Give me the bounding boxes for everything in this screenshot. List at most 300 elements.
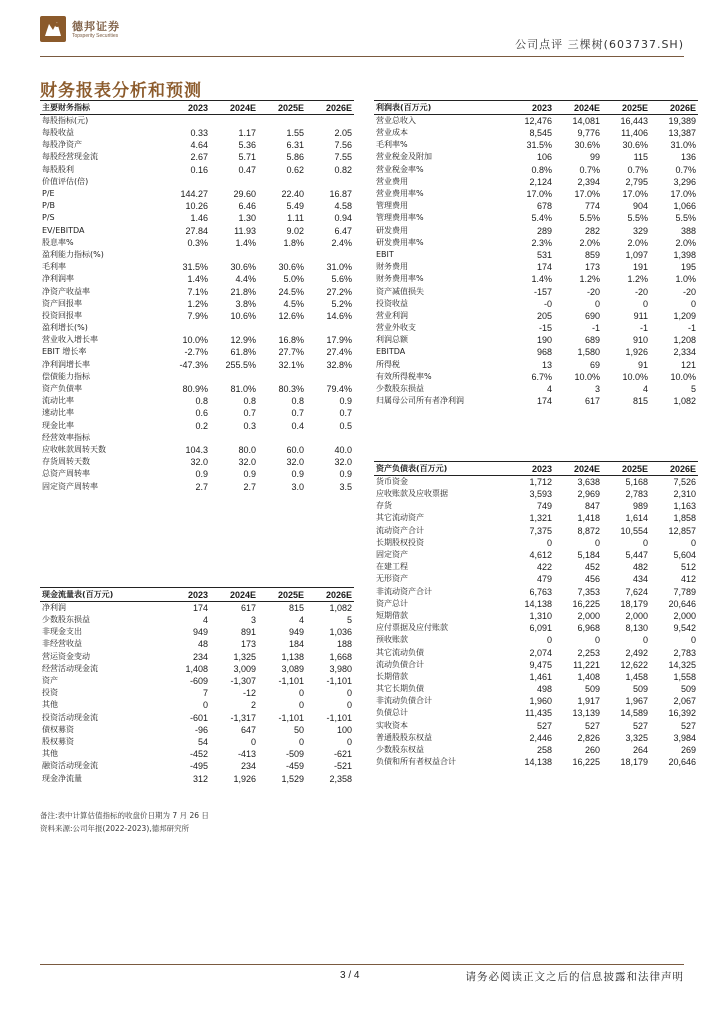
value-cell: 0 [346,688,352,699]
value-cell: 4 [298,615,304,626]
value-cell: 2,795 [625,176,648,187]
value-cell [210,115,258,128]
value-cell: 18,179 [620,757,648,768]
table-row [40,285,354,297]
table-row [40,712,354,724]
value-cell: 6,763 [529,586,552,597]
value-cell: 1,398 [673,249,696,260]
value-cell: 10.0% [670,371,696,382]
value-cell: -1 [687,323,696,334]
value-cell: 2,000 [577,610,600,621]
value-cell: 4.58 [334,201,352,212]
value-cell: 17.0% [622,189,648,200]
value-cell: 2,000 [625,610,648,621]
value-cell: 617 [584,396,600,407]
table-row [40,249,354,261]
value-cell: 1.11 [287,213,304,224]
value-cell [210,176,258,188]
row-label-cell: 营业税金及附加 [376,152,432,162]
value-cell [258,322,306,334]
value-cell [210,249,258,261]
value-cell: 0 [690,537,696,548]
row-label-cell: 少数股东损益 [376,384,424,394]
value-cell: 5.5% [579,213,600,224]
value-cell: 0.7% [579,164,600,175]
value-cell: 188 [336,639,352,650]
table-row [374,646,698,658]
year-header-cell: 2026E [650,101,698,115]
value-cell: 3.8% [235,298,256,309]
value-cell: 5,184 [577,550,600,561]
footer-divider [40,964,684,965]
row-label-cell: 固定资产周转率 [42,481,98,491]
value-cell [258,432,306,444]
value-cell: 5.86 [286,152,304,163]
value-cell: 1.0% [675,274,696,285]
value-cell: 1,310 [529,610,552,621]
table-row [40,127,354,139]
value-cell: 2,067 [673,696,696,707]
value-cell: 0.94 [334,213,352,224]
value-cell: 2,124 [529,176,552,187]
value-cell: 1,960 [529,696,552,707]
row-label-cell: 净利润 [42,603,66,612]
row-label-cell: 预收账款 [376,635,408,645]
value-cell: -0 [543,298,552,309]
value-cell: 1,967 [625,696,648,707]
value-cell: 50 [293,724,304,735]
value-cell: 106 [536,152,552,163]
value-cell: 16,225 [572,757,600,768]
value-cell: 815 [632,396,648,407]
value-cell: 54 [197,736,208,747]
table-row [40,444,354,456]
row-label-cell: 实收资本 [376,720,408,730]
value-cell: 5.36 [238,140,256,151]
value-cell: 0 [642,635,648,646]
row-label-cell: P/S [42,213,55,223]
table-row [40,237,354,249]
row-label-cell: 总资产周转率 [42,469,90,479]
value-cell: 7,375 [529,525,552,536]
value-cell: 0.9 [195,469,208,480]
value-cell: -1,101 [278,712,304,723]
value-cell: 99 [589,152,600,163]
value-cell: 6.31 [286,140,304,151]
row-label-cell: 投资 [42,688,58,698]
value-cell: 312 [192,773,208,784]
row-label-cell: 融资活动现金流 [42,761,98,771]
table-row [374,359,698,371]
table-row [40,225,354,237]
value-cell: 0.9 [339,469,352,480]
table-row [374,164,698,176]
row-label-cell: 非流动负债合计 [376,696,432,706]
value-cell: 452 [584,562,600,573]
value-cell: -459 [285,761,304,772]
table-row [374,683,698,695]
table-row [40,407,354,419]
value-cell: 1,614 [625,513,648,524]
row-label-cell: 投资回报率 [42,310,82,320]
value-cell: 20,646 [668,598,696,609]
value-cell: 5.5% [627,213,648,224]
row-label-cell: 研发费用率% [376,237,424,247]
value-cell: 1,082 [673,396,696,407]
value-cell: 2,783 [625,489,648,500]
value-cell: 91 [637,359,648,370]
value-cell: 255.5% [225,359,256,370]
value-cell: 527 [584,720,600,731]
value-cell: 7,353 [577,586,600,597]
value-cell: 14,325 [668,659,696,670]
value-cell [162,432,210,444]
report-title: 公司点评 三棵树(603737.SH) [515,38,684,51]
row-label-cell: 每股指标(元) [42,116,89,125]
value-cell: 2.0% [675,237,696,248]
value-cell: -609 [189,676,208,687]
table-row [374,525,698,537]
row-label-cell: 非现金支出 [42,627,82,637]
value-cell [306,432,354,444]
value-cell: -452 [189,749,208,760]
value-cell: 5,447 [625,550,648,561]
value-cell: 0 [298,736,304,747]
table-title-cell: 主要财务指标 [40,101,162,115]
value-cell: 10.0% [182,335,208,346]
table-row [374,586,698,598]
row-label-cell: 少数股东权益 [376,745,424,755]
row-label-cell: 资产回报率 [42,298,82,308]
row-label-cell: 投资收益 [376,298,408,308]
table-row [374,695,698,707]
table-row [40,760,354,772]
value-cell: 289 [536,225,552,236]
table-row [374,634,698,646]
value-cell: -1,317 [230,712,256,723]
row-label-cell: 经营活动现金流 [42,663,98,673]
row-label-cell: 资产负债率 [42,384,82,394]
row-label-cell: 营业费用率% [376,189,424,199]
value-cell: 2,358 [329,773,352,784]
table-row [374,285,698,297]
value-cell: 412 [680,574,696,585]
value-cell: 27.84 [185,225,208,236]
value-cell: 1,209 [673,310,696,321]
value-cell: 1,418 [577,513,600,524]
value-cell: 81.0% [230,384,256,395]
row-label-cell: 其他 [42,749,58,759]
value-cell: 31.5% [526,140,552,151]
table-row [374,139,698,151]
year-header-cell: 2025E [602,462,650,476]
value-cell: 18,179 [620,598,648,609]
value-cell: 1,668 [329,651,352,662]
value-cell: 32.0 [286,457,304,468]
value-cell: 1.8% [283,237,304,248]
value-cell: 1.2% [627,274,648,285]
value-cell: 2.05 [334,128,352,139]
row-label-cell: 资产 [42,676,58,686]
table-row [40,383,354,395]
value-cell: 31.0% [670,140,696,151]
table-row [40,310,354,322]
value-cell: 5,604 [673,550,696,561]
value-cell: 19,389 [668,116,696,126]
table-row [374,212,698,224]
value-cell: 891 [240,627,256,638]
value-cell: 9,475 [529,659,552,670]
value-cell: 5 [690,384,696,395]
row-label-cell: 存货 [376,501,392,511]
value-cell: 11,221 [573,659,600,670]
value-cell: 2,826 [577,732,600,743]
value-cell: 2,253 [577,647,600,658]
row-label-cell: 债权募资 [42,724,74,734]
value-cell: 0.9 [339,396,352,407]
value-cell: 10.0% [574,371,600,382]
year-header-cell: 2023 [506,462,554,476]
value-cell [306,249,354,261]
value-cell: 689 [584,335,600,346]
value-cell: 2,969 [577,489,600,500]
value-cell: 1,917 [577,696,600,707]
value-cell: 100 [336,724,352,735]
value-cell: 12,857 [668,525,696,536]
table-row [374,549,698,561]
value-cell: 527 [536,720,552,731]
value-cell: 12.9% [230,335,256,346]
table-row [374,298,698,310]
table-row [374,225,698,237]
value-cell [306,115,354,128]
value-cell: 4 [642,384,648,395]
value-cell: 2.0% [579,237,600,248]
table-row [40,322,354,334]
table-row [374,176,698,188]
value-cell: 32.8% [326,359,352,370]
value-cell: 258 [536,745,552,756]
value-cell: 911 [633,310,648,321]
brand-subtitle: Topsperity Securities [72,33,119,39]
row-label-cell: 资产减值损失 [376,286,424,296]
value-cell: 7.1% [187,286,208,297]
value-cell: 30.6% [230,262,256,273]
value-cell: 173 [240,639,256,650]
value-cell: 31.5% [182,262,208,273]
value-cell: 4.5% [283,298,304,309]
value-cell: 3.0 [291,481,304,492]
table-row [374,744,698,756]
value-cell: 2,074 [529,647,552,658]
value-cell: 32.0 [238,457,256,468]
value-cell: 0.7 [339,408,352,419]
value-cell: 527 [632,720,648,731]
value-cell [306,322,354,334]
value-cell: 2.7 [195,481,208,492]
value-cell: 7.56 [334,140,352,151]
value-cell: 3,296 [673,176,696,187]
table-row [40,432,354,444]
value-cell: 1,066 [673,201,696,212]
value-cell: 1.30 [238,213,256,224]
value-cell: 17.0% [526,189,552,200]
value-cell: 7.55 [334,152,352,163]
value-cell: 69 [589,359,600,370]
value-cell: 1,036 [329,627,352,638]
value-cell [258,249,306,261]
value-cell: 40.0 [334,444,352,455]
table-row [374,659,698,671]
value-cell: 0 [546,635,552,646]
row-label-cell: 长期股权投资 [376,537,424,547]
value-cell: 0 [642,298,648,309]
value-cell: 3,009 [233,663,256,674]
value-cell: 7,526 [673,477,696,487]
row-label-cell: 其它流动负债 [376,647,424,657]
table-row [40,420,354,432]
row-label-cell: 存货周转天数 [42,457,90,467]
table-row [374,720,698,732]
value-cell: 1.55 [286,128,304,139]
value-cell: 531 [536,249,552,260]
table-row [40,164,354,176]
value-cell: 13,139 [572,708,600,719]
value-cell: 527 [680,720,696,731]
table-row [374,115,698,128]
table-row [374,200,698,212]
value-cell: 1,097 [625,249,648,260]
value-cell: 60.0 [286,444,304,455]
row-label-cell: 营业利润 [376,310,408,320]
value-cell: 184 [288,639,304,650]
value-cell: 859 [584,249,600,260]
value-cell: 1.2% [579,274,600,285]
table-row [40,687,354,699]
value-cell: 32.1% [278,359,304,370]
value-cell: 509 [680,684,696,695]
balance-sheet-table [374,461,698,768]
table-row [374,622,698,634]
value-cell: 80.3% [278,384,304,395]
table-row [40,346,354,358]
value-cell: 1,461 [529,671,552,682]
value-cell: 48 [197,639,208,650]
row-label-cell: 每股股利 [42,164,74,174]
table-row [374,334,698,346]
row-label-cell: 流动负债合计 [376,659,424,669]
value-cell: 6.7% [531,371,552,382]
value-cell: 14,589 [620,708,648,719]
table-row [374,237,698,249]
row-label-cell: P/B [42,201,56,211]
value-cell: 11.93 [234,225,256,236]
value-cell: -1 [591,323,600,334]
table-row [374,261,698,273]
value-cell: 647 [240,724,256,735]
value-cell: 0.4 [291,420,304,431]
value-cell: 8,130 [625,623,648,634]
value-cell: 27.4% [326,347,352,358]
value-cell: 617 [240,603,256,613]
value-cell: 0 [298,700,304,711]
table-row [374,151,698,163]
value-cell: 191 [632,262,648,273]
value-cell: 8,872 [577,525,600,536]
value-cell: 80.9% [182,384,208,395]
value-cell: 2.7 [243,481,256,492]
value-cell: 0.9 [291,469,304,480]
value-cell: 0 [594,635,600,646]
row-label-cell: EBIT 增长率 [42,347,87,357]
row-label-cell: 管理费用率% [376,213,424,223]
value-cell: 27.7% [278,347,304,358]
row-label-cell: 长期借款 [376,671,408,681]
row-label-cell: EV/EBITDA [42,225,85,235]
row-label-cell: 每股收益 [42,128,74,138]
value-cell: 422 [536,562,552,573]
value-cell: 0 [346,700,352,711]
value-cell: 5.0% [283,274,304,285]
table-header-row [374,462,698,476]
value-cell: 12,476 [524,116,552,126]
value-cell: 11,435 [525,708,552,719]
value-cell: 173 [584,262,600,273]
table-row [40,359,354,371]
row-label-cell: 股权募资 [42,736,74,746]
page-number: 3 / 4 [340,970,360,981]
value-cell: -96 [194,724,208,735]
value-cell: 7,624 [625,586,648,597]
value-cell [210,371,258,383]
value-cell: 509 [584,684,600,695]
row-label-cell: 营业总收入 [376,116,416,125]
value-cell: 2,492 [625,647,648,658]
table-row [40,188,354,200]
table-row [374,500,698,512]
value-cell: 1,408 [577,671,600,682]
table-row [374,732,698,744]
table-row [374,488,698,500]
value-cell: 3,984 [673,732,696,743]
value-cell: 7 [202,688,208,699]
value-cell: -521 [333,761,352,772]
value-cell: 5.71 [238,152,256,163]
value-cell: 847 [584,501,600,512]
row-label-cell: 财务费用率% [376,274,424,284]
value-cell: 104.3 [185,444,208,455]
table-row [374,476,698,489]
table-row [40,115,354,128]
value-cell: 13 [541,359,552,370]
row-label-cell: EBITDA [376,347,406,357]
value-cell: -20 [634,286,648,297]
row-label-cell: 负债和所有者权益合计 [376,757,456,767]
value-cell [210,432,258,444]
value-cell: 0 [346,736,352,747]
year-header-cell: 2025E [258,588,306,602]
table-row [40,748,354,760]
value-cell: 1,858 [673,513,696,524]
value-cell: 989 [632,501,648,512]
value-cell: 0.7 [291,408,304,419]
value-cell: -601 [189,712,208,723]
value-cell [306,176,354,188]
value-cell: 5.5% [675,213,696,224]
value-cell: -47.3% [179,359,208,370]
value-cell: 774 [584,201,600,212]
value-cell: 2.0% [627,237,648,248]
